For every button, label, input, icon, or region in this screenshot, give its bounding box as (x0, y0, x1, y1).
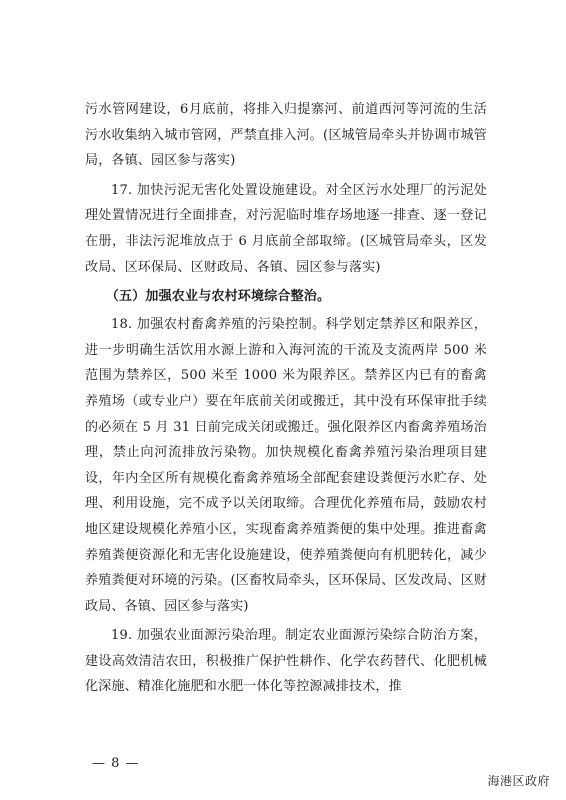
paragraph-continued: 污水管网建设，6月底前，将排入归提寨河、前道西河等河流的生活污水收集纳入城市管网，严禁直排入河。(区城管局牵头并协调市城管局，各镇、园区参与落实) (85, 102, 487, 169)
document-body (85, 97, 487, 704)
paragraph-item-17: 17. 加快污泥无害化处置设施建设。对全区污水处理厂的污泥处理处置情况进行全面排查，对污泥临时堆存场地逐一排查、逐一登记在册，非法污泥堆放点于 6 月底前全部取缔。(区城管局牵头，区发改局、区环保局、区财政局、各镇、园区参与落实) (85, 182, 487, 275)
page-number: — 8 — (92, 756, 140, 771)
watermark-label: 海港区政府 (487, 774, 550, 788)
paragraph-item-19: 19. 加强农业面源污染治理。制定农业面源污染综合防治方案，建设高效清洁农田，积极推广保护性耕作、化学农药替代、化肥机械化深施、精准化施肥和水肥一体化等控源减排技术，推 (85, 628, 487, 695)
paragraph-item-18: 18. 加强农村畜禽养殖的污染控制。科学划定禁养区和限养区，进一步明确生活饮用水源上游和入海河流的干流及支流两岸 500 米范围为禁养区，500 米至 1000 米为限养区。禁养区内已有的畜禽养殖场（或专业户）要在年底前关闭或搬迁，其中没有环保审批手续的必须在 5 月 31 日前完成关闭或搬迁。强化限养区内畜禽养殖场治理，禁止向河流排放污染物。加快规模化畜禽养殖污染治理项目建设，年内全区所有规模化畜禽养殖场全部配套建设粪便污水贮存、处理、利用设施，完不成予以关闭取缔。合理优化养殖布局，鼓励农村地区建设规模化养殖小区，实现畜禽养殖粪便的集中处理。推进畜禽养殖粪便资源化和无害化设施建设，使养殖粪便向有机肥转化，减少养殖粪便对环境的污染。(区畜牧局牵头，区环保局、区发改局、区财政局、各镇、园区参与落实) (85, 317, 487, 614)
section-heading: （五）加强农业与农村环境综合整治。 (105, 289, 331, 305)
